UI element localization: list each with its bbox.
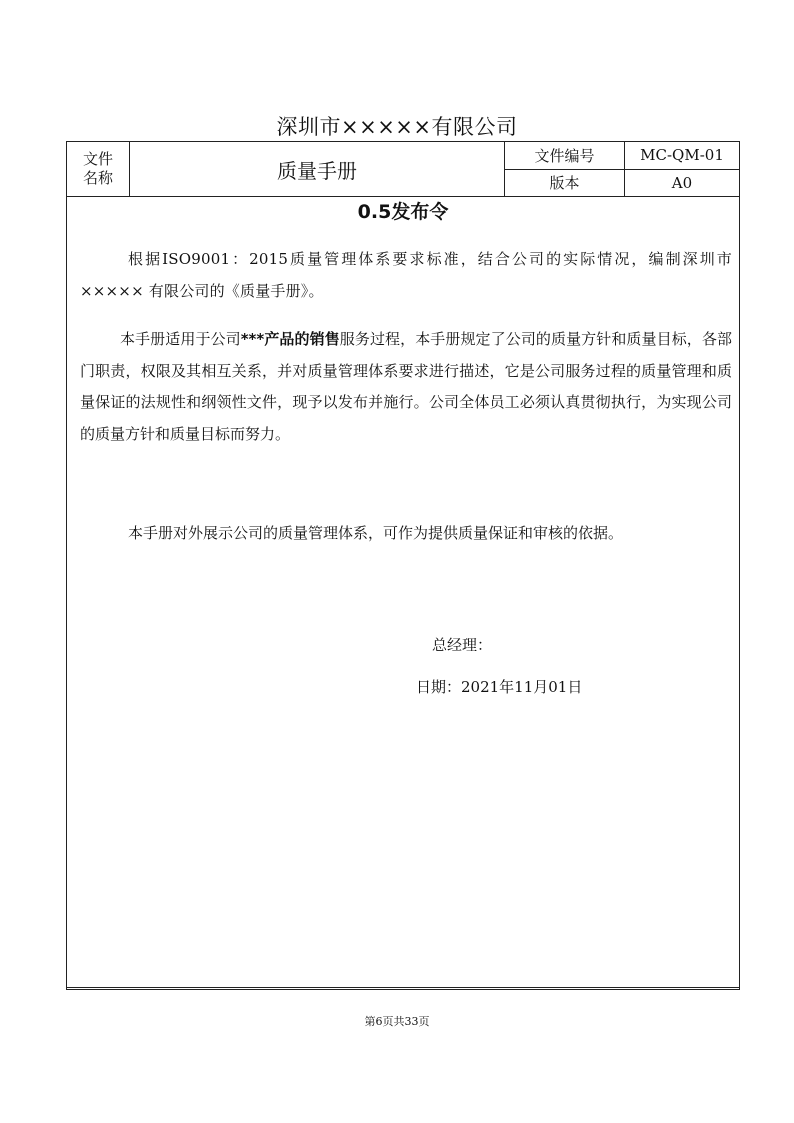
paragraph-scope-bold: ***产品的销售 xyxy=(240,330,340,348)
doc-no-label: 文件编号 xyxy=(505,142,625,170)
paragraph-basis: 根据ISO9001：2015质量管理体系要求标准，结合公司的实际情况，编制深圳市××××× 有限公司的《质量手册》。 xyxy=(80,250,732,300)
document-header-table xyxy=(66,141,740,197)
paragraph-scope xyxy=(80,324,732,450)
company-name: 深圳市×××××有限公司 xyxy=(276,115,518,139)
version-label: 版本 xyxy=(505,169,625,197)
page-number: 第6页共33页 xyxy=(364,1015,430,1028)
issue-date: 日期：2021年11月01日 xyxy=(416,678,583,696)
version-value: A0 xyxy=(625,169,740,197)
frame-double-line xyxy=(66,987,740,988)
section-title: 0.5发布令 xyxy=(357,201,449,223)
paragraph-scope-rest: 服务过程，本手册规定了公司的质量方针和质量目标，各部门职责，权限及其相互关系，并对质量管理体系要求进行描述，它是公司服务过程的质量管理和质量保证的法规性和纲领性文件，现予以发布并施行。公司全体员工必须认真贯彻执行，为实现公司的质量方针和质量目标而努力。 xyxy=(80,330,732,443)
paragraph-purpose: 本手册对外展示公司的质量管理体系，可作为提供质量保证和审核的依据。 xyxy=(128,524,624,542)
document-title: 质量手册 xyxy=(130,142,505,197)
file-name-label xyxy=(67,142,130,197)
file-name-label-line1: 文件 xyxy=(82,150,113,168)
file-name-label-line2: 名称 xyxy=(82,169,113,187)
paragraph-scope-start: 本手册适用于公司 xyxy=(120,330,241,348)
doc-no-value: MC-QM-01 xyxy=(625,142,740,170)
general-manager-signature: 总经理： xyxy=(432,636,493,654)
